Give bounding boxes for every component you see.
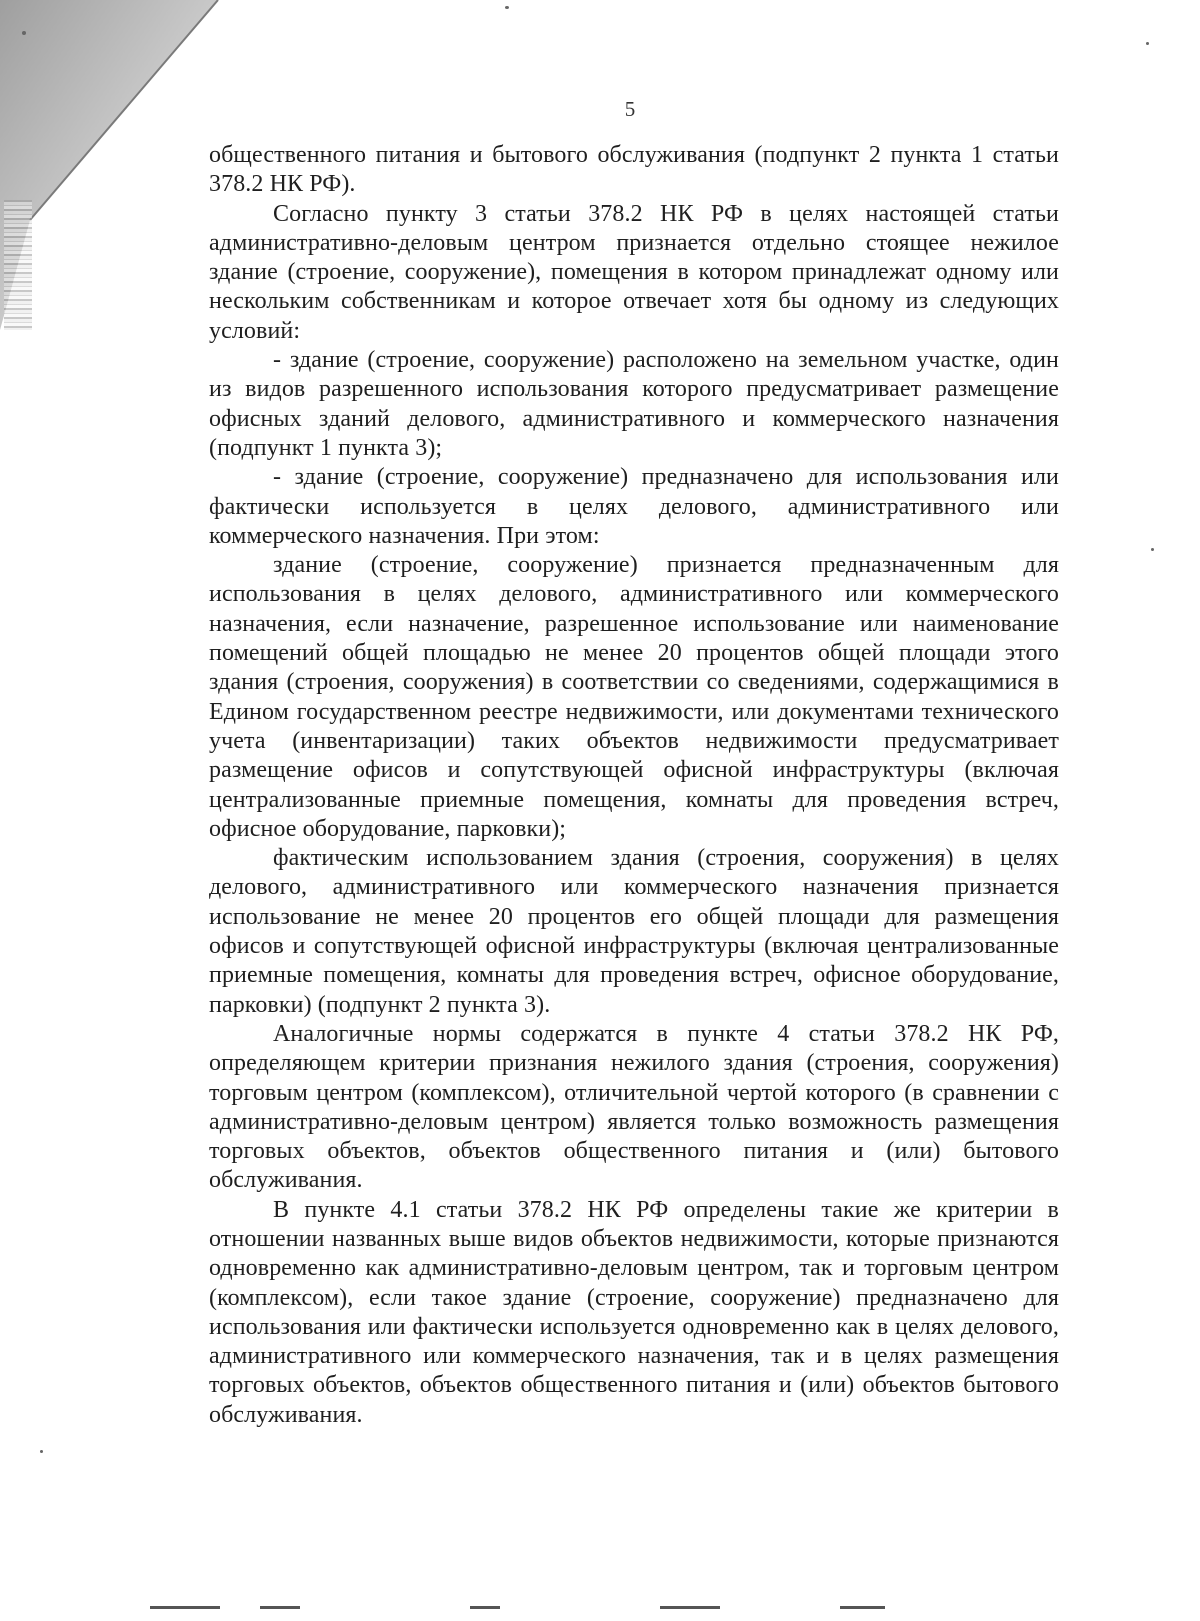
document-body: [209, 141, 1059, 1430]
scan-speck: [1151, 548, 1154, 551]
scan-bottom-edge: [140, 1606, 1040, 1614]
paragraph-1: общественного питания и бытового обслуживания (подпункт 2 пункта 1 статьи 378.2 НК РФ).: [209, 142, 1059, 198]
paragraph-2: Согласно пункту 3 статьи 378.2 НК РФ в целях настоящей статьи административно-деловым центром признается отдельно стоящее нежилое здание (строение, сооружение), помещения в котором принадлежат одному или нескольким собственникам и которое отвечает хотя бы одному из следующих условий:: [209, 200, 1059, 344]
paragraph-5: здание (строение, сооружение) признается предназначенным для использования в целях делового, административного или коммерческого назначения, если назначение, разрешенное использование или наименование помещений общей площадью не менее 20 процентов общей площади этого здания (строения, сооружения) в соответствии со сведениями, содержащимися в Едином государственном реестре недвижимости, или документами технического учета (инвентаризации) таких объектов недвижимости предусматривает размещение офисов и сопутствующей офисной инфраструктуры (включая централизованные приемные помещения, комнаты для проведения встреч, офисное оборудование, парковки);: [209, 552, 1059, 842]
page-number: 5: [624, 97, 636, 121]
scan-noise-strip: [4, 200, 32, 330]
paragraph-3: - здание (строение, сооружение) расположено на земельном участке, один из видов разрешенного использования которого предусматривает размещение офисных зданий делового, административного и коммерческого назначения (подпункт 1 пункта 3);: [209, 347, 1059, 461]
scan-speck: [505, 6, 509, 9]
scan-shadow-corner: [0, 0, 240, 330]
scan-speck: [1146, 42, 1149, 45]
scan-speck: [40, 1450, 43, 1453]
paragraph-4: - здание (строение, сооружение) предназначено для использования или фактически используется в целях делового, административного или коммерческого назначения. При этом:: [209, 464, 1059, 549]
scan-speck: [22, 31, 26, 35]
paragraph-7: Аналогичные нормы содержатся в пункте 4 статьи 378.2 НК РФ, определяющем критерии признания нежилого здания (строения, сооружения) торговым центром (комплексом), отличительной чертой которого (в сравнении с административно-деловым центром) является только возможность размещения торговых объектов, объектов общественного питания и (или) бытового обслуживания.: [209, 1020, 1059, 1194]
paragraph-6: фактическим использованием здания (строения, сооружения) в целях делового, административного или коммерческого назначения признается использование не менее 20 процентов его общей площади для размещения офисов и сопутствующей офисной инфраструктуры (включая централизованные приемные помещения, комнаты для проведения встреч, офисное оборудование, парковки) (подпункт 2 пункта 3).: [209, 845, 1059, 1018]
paragraph-8: В пункте 4.1 статьи 378.2 НК РФ определены такие же критерии в отношении названных выше видов объектов недвижимости, которые признаются одновременно как административно-деловым центром, так и торговым центром (комплексом), если такое здание (строение, сооружение) предназначено для использования или фактически используется одновременно как в целях делового, административного или коммерческого назначения, так и в целях размещения торговых объектов, объектов общественного питания и (или) объектов бытового обслуживания.: [209, 1196, 1059, 1428]
